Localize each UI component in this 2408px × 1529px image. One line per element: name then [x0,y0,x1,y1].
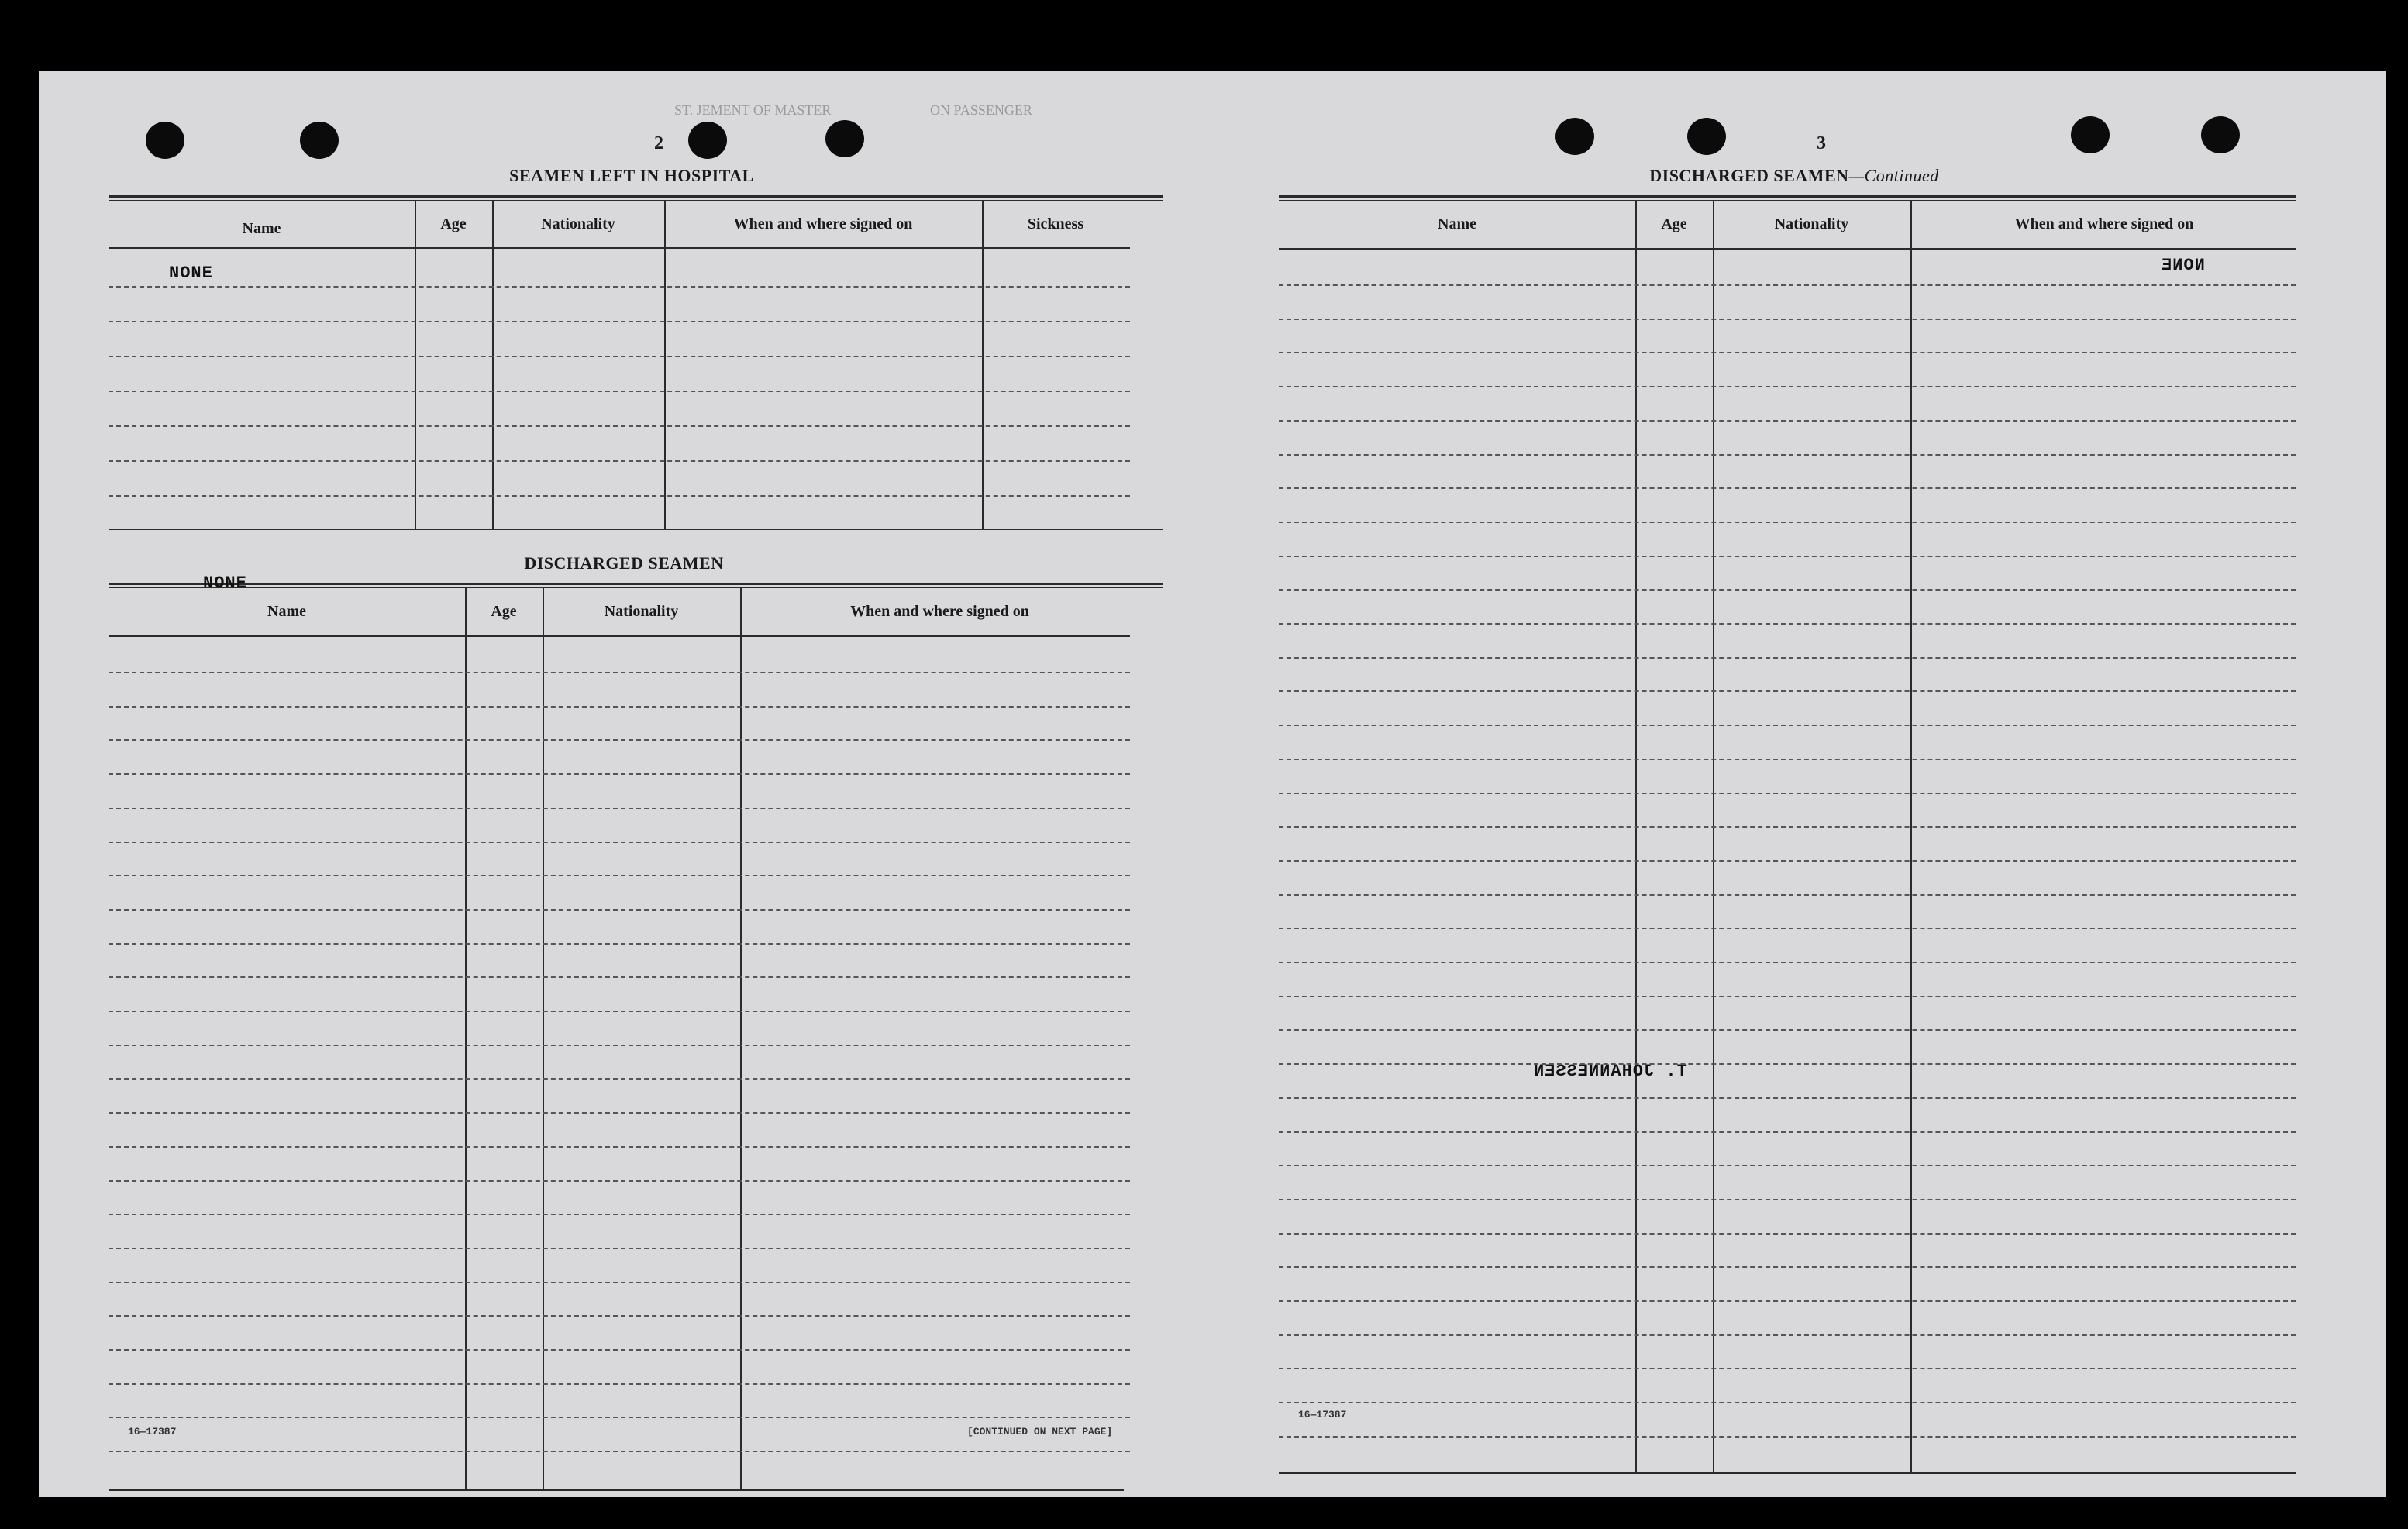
entry-line [109,1146,1130,1148]
table-bottom-rule [109,1489,1124,1491]
entry-line [109,1315,1130,1317]
entry-line [109,1112,1130,1114]
entry-line [1279,793,2296,794]
entry-line [1279,725,2296,726]
mirrored-stamp-text: NONE [2161,256,2205,275]
entry-line [109,1451,1130,1452]
entry-line [109,842,1130,843]
entry-line [1279,386,2296,387]
entry-line [109,356,1130,357]
mirrored-stamp-none [2161,256,2205,275]
column-divider [1713,200,1714,1474]
section-title-discharged-continued [1279,166,2310,186]
entry-line [1279,319,2296,320]
column-divider [740,587,742,1489]
entry-line [109,1045,1130,1046]
column-divider [1910,200,1912,1474]
entry-line [1279,1199,2296,1200]
entry-line [1279,454,2296,456]
entry-line [109,391,1130,392]
table-top-rule [1279,195,2296,198]
entry-line [109,672,1130,673]
header-bottom-rule [109,247,1130,249]
entry-line [1279,690,2296,692]
entry-line [1279,1063,2296,1065]
page-number: 3 [1817,133,1826,153]
entry-line [1279,1368,2296,1369]
entry-line [1279,1131,2296,1133]
column-divider [1635,200,1637,1474]
entry-line [109,808,1130,809]
table-bottom-rule [109,529,1163,530]
entry-line [1279,420,2296,422]
entry-line [1279,996,2296,997]
entry-line [1279,1300,2296,1302]
column-header: Age [491,603,517,620]
table-top-rule [109,195,1163,198]
entry-line [109,1011,1130,1012]
form-number: 16—17387 [1298,1409,1347,1421]
entry-line [1279,1029,2296,1031]
entry-line [1279,1402,2296,1403]
entry-line [109,943,1130,945]
discharged-name-entry: NONE [203,573,247,593]
entry-line [1279,657,2296,659]
entry-line [109,460,1130,462]
entry-line [109,909,1130,911]
table-top-rule [1279,200,2296,201]
entry-line [109,976,1130,978]
column-divider [465,587,467,1489]
entry-line [1279,759,2296,760]
entry-line [1279,589,2296,591]
section-title-suffix: —Continued [1848,166,1939,185]
column-header: When and where signed on [850,603,1029,620]
entry-line [1279,894,2296,896]
page-number: 2 [654,133,663,153]
entry-line [109,1417,1130,1418]
column-header: Nationality [541,215,615,232]
entry-line [109,1078,1130,1080]
entry-line [109,1214,1130,1215]
column-header: Name [242,220,281,237]
entry-line [109,1282,1130,1283]
left-page [109,71,1170,1497]
column-divider [543,587,544,1489]
header-bottom-rule [1279,248,2296,250]
entry-line [109,321,1130,322]
entry-line [109,1248,1130,1249]
entry-line [109,286,1130,288]
entry-line [1279,1233,2296,1235]
entry-line [1279,1165,2296,1166]
section-title-text: DISCHARGED SEAMEN [1649,166,1849,185]
entry-line [109,875,1130,876]
column-header: When and where signed on [733,215,913,232]
entry-line [109,1383,1130,1385]
section-title-hospital: SEAMEN LEFT IN HOSPITAL [509,166,754,185]
mirrored-stamp-text: T. JOHANNESSEN [1533,1062,1687,1081]
entry-line [1279,556,2296,557]
column-header: Age [440,215,467,232]
table-top-rule [109,583,1163,585]
entry-line [109,773,1130,775]
entry-line [1279,826,2296,828]
entry-line [109,425,1130,427]
entry-line [109,1180,1130,1182]
bleed-through-text: ON PASSENGER [930,102,1032,118]
section-title-discharged: DISCHARGED SEAMEN [524,553,724,573]
form-number: 16—17387 [128,1426,177,1438]
column-header: Age [1661,215,1687,232]
right-page [1279,71,2348,1497]
entry-line [1279,284,2296,286]
entry-line [109,1349,1130,1351]
entry-line [1279,928,2296,929]
column-divider [415,200,416,529]
column-divider [492,200,494,529]
entry-line [109,706,1130,708]
entry-line [109,739,1130,741]
header-bottom-rule [109,635,1130,637]
column-header: Nationality [604,603,679,620]
entry-line [1279,1266,2296,1268]
entry-line [1279,352,2296,353]
column-divider [982,200,984,529]
column-header: Name [1438,215,1476,232]
entry-line [1279,1334,2296,1336]
column-divider [664,200,666,529]
entry-line [1279,1436,2296,1438]
entry-line [1279,522,2296,523]
entry-line [1279,860,2296,862]
continued-note: [CONTINUED ON NEXT PAGE] [967,1426,1113,1438]
table-top-rule [109,587,1163,588]
entry-line [1279,623,2296,625]
column-header: Name [267,603,306,620]
column-header: When and where signed on [2014,215,2194,232]
table-bottom-rule [1279,1472,2296,1474]
entry-line [1279,962,2296,963]
bleed-through-text: ST. JEMENT OF MASTER [674,102,832,118]
column-header: Nationality [1774,215,1849,232]
table-top-rule [109,200,1163,201]
document-sheet [39,71,2386,1497]
entry-line [1279,1097,2296,1099]
column-header: Sickness [1027,215,1084,232]
hospital-name-entry: NONE [169,263,213,283]
entry-line [1279,487,2296,489]
entry-line [109,495,1130,497]
